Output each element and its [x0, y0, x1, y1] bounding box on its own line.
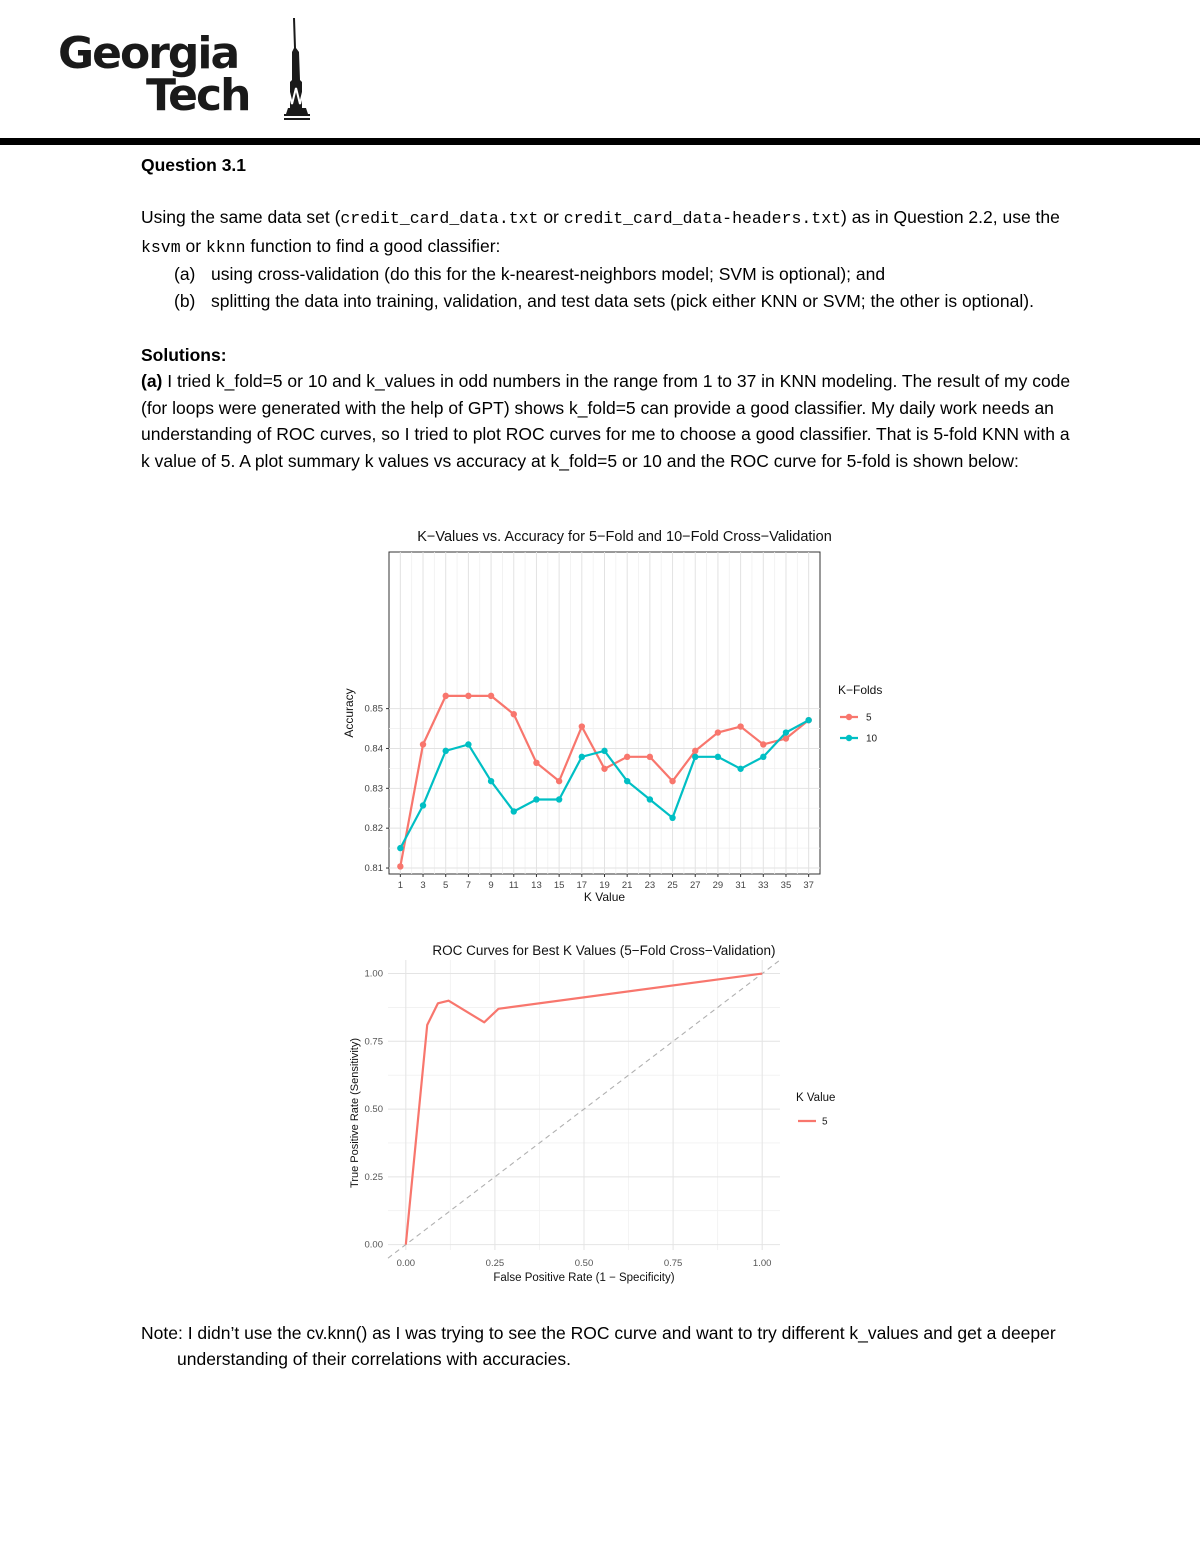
- legend-marker-5: [846, 714, 852, 720]
- data-point-10: [647, 796, 653, 802]
- data-point-5: [397, 863, 403, 869]
- function-name-1: ksvm: [141, 237, 181, 257]
- list-item: [141, 261, 1071, 287]
- intro-or-2: or: [180, 235, 206, 256]
- question-intro: [141, 204, 1071, 261]
- y-axis-label: True Positive Rate (Sensitivity): [349, 1038, 361, 1188]
- data-point-10: [601, 748, 607, 754]
- document-body: [141, 150, 1071, 474]
- list-text: splitting the data into training, validation, and test data sets (pick either KNN or SVM; the other is optional).: [211, 290, 1034, 311]
- y-tick-label: 0.85: [364, 703, 383, 715]
- data-point-10: [760, 754, 766, 760]
- question-heading: Question 3.1: [141, 155, 247, 175]
- intro-or-1: or: [538, 207, 564, 228]
- y-tick-label: 0.84: [364, 743, 383, 755]
- data-point-10: [624, 778, 630, 784]
- logo-text-line1: Georgia: [58, 28, 239, 79]
- function-name-2: kknn: [205, 237, 246, 257]
- list-marker: (a): [174, 264, 196, 285]
- x-tick-label: 37: [803, 880, 814, 891]
- solution-a-label: (a): [141, 371, 163, 392]
- data-point-5: [601, 766, 607, 772]
- data-point-5: [669, 778, 675, 784]
- chart-title: K−Values vs. Accuracy for 5−Fold and 10−Fold Cross−Validation: [417, 529, 832, 545]
- x-tick-label: 25: [667, 880, 678, 891]
- y-tick-label: 0.82: [364, 823, 383, 835]
- data-point-10: [579, 754, 585, 760]
- solutions-heading: Solutions:: [141, 345, 227, 366]
- intro-text-3: function to find a good classifier:: [245, 235, 501, 256]
- x-tick-label: 1: [397, 880, 403, 891]
- x-tick-label: 0.25: [485, 1258, 505, 1269]
- x-tick-label: 35: [780, 880, 792, 891]
- data-point-5: [692, 748, 698, 754]
- file-name-1: credit_card_data.txt: [340, 209, 539, 229]
- data-point-10: [669, 815, 675, 821]
- x-tick-label: 17: [576, 880, 588, 891]
- y-tick-label: 0.25: [364, 1171, 383, 1183]
- x-tick-label: 31: [735, 880, 746, 891]
- data-point-5: [647, 754, 653, 760]
- data-point-5: [760, 741, 766, 747]
- data-point-10: [692, 754, 698, 760]
- data-point-5: [465, 693, 471, 699]
- x-tick-label: 19: [599, 880, 610, 891]
- intro-text-1: Using the same data set (: [141, 207, 341, 228]
- x-tick-label: 33: [758, 880, 769, 891]
- data-point-10: [715, 754, 721, 760]
- legend-label: 10: [866, 733, 878, 745]
- legend-title: K−Folds: [838, 683, 883, 697]
- data-point-5: [579, 723, 585, 729]
- legend-label: 5: [866, 712, 872, 724]
- list-marker: (b): [174, 290, 196, 311]
- note-block: [141, 1320, 1071, 1373]
- x-tick-label: 7: [465, 880, 472, 891]
- legend-marker-10: [846, 735, 852, 741]
- data-point-10: [737, 766, 743, 772]
- roc-chart: [340, 934, 860, 1288]
- x-tick-label: 23: [644, 880, 656, 891]
- x-tick-label: 27: [689, 880, 701, 891]
- x-tick-label: 0.50: [574, 1258, 594, 1269]
- intro-text-2: ) as in Question 2.2, use the: [841, 207, 1060, 228]
- x-tick-label: 29: [712, 880, 724, 891]
- y-tick-label: 0.50: [364, 1104, 383, 1116]
- y-tick-label: 1.00: [364, 968, 383, 980]
- x-tick-label: 21: [621, 880, 633, 891]
- data-point-5: [715, 729, 721, 735]
- data-point-10: [397, 845, 403, 851]
- y-axis-label: Accuracy: [342, 688, 356, 738]
- solution-a: [141, 368, 1071, 474]
- tech-tower-icon: [278, 18, 318, 130]
- header-rule: [0, 138, 1200, 145]
- x-tick-label: 11: [508, 880, 519, 891]
- x-tick-label: 9: [488, 880, 494, 891]
- x-axis-label: K Value: [583, 890, 626, 904]
- data-point-5: [420, 741, 426, 747]
- note-text: Note: I didn’t use the cv.knn() as I was trying to see the ROC curve and want to try different k_values and get a deeper understanding of their correlations with accuracies.: [141, 1323, 1056, 1370]
- data-point-10: [465, 741, 471, 747]
- data-point-10: [511, 808, 517, 814]
- data-point-5: [443, 693, 449, 699]
- y-tick-label: 0.00: [364, 1239, 383, 1251]
- legend-title: K Value: [796, 1092, 836, 1104]
- chart-title: ROC Curves for Best K Values (5−Fold Cross−Validation): [432, 943, 776, 958]
- file-name-2: credit_card_data-headers.txt: [563, 209, 841, 229]
- data-point-10: [488, 778, 494, 784]
- georgia-tech-logo: [58, 30, 328, 130]
- list-item: [141, 288, 1071, 314]
- x-tick-label: 1.00: [752, 1258, 772, 1269]
- x-tick-label: 0.75: [663, 1258, 683, 1269]
- data-point-10: [420, 802, 426, 808]
- x-tick-label: 5: [443, 880, 449, 891]
- x-tick-label: 13: [531, 880, 542, 891]
- data-point-10: [533, 796, 539, 802]
- data-point-5: [511, 711, 517, 717]
- data-point-10: [556, 796, 562, 802]
- solution-a-text: I tried k_fold=5 or 10 and k_values in odd numbers in the range from 1 to 37 in KNN modeling. The result of my code (for loops were generated with the help of GPT) shows k_fold=5 can provide a good classifier. My daily work needs an understanding of ROC curves, so I tried to plot ROC curves for me to choose a good classifier. That is 5-fold KNN with a k value of 5. A plot summary k values vs accuracy at k_fold=5 or 10 and the ROC curve for 5-fold is shown below:: [141, 371, 1071, 471]
- data-point-10: [783, 729, 789, 735]
- y-tick-label: 0.75: [364, 1036, 383, 1048]
- data-point-5: [556, 778, 562, 784]
- logo-text-line2: Tech: [146, 70, 250, 121]
- x-tick-label: 15: [553, 880, 565, 891]
- x-tick-label: 0.00: [396, 1258, 416, 1269]
- data-point-10: [443, 748, 449, 754]
- x-tick-label: 3: [420, 880, 426, 891]
- data-point-5: [533, 760, 539, 766]
- y-tick-label: 0.81: [364, 863, 383, 875]
- legend-label: 5: [822, 1116, 828, 1128]
- list-text: using cross-validation (do this for the k-nearest-neighbors model; SVM is optional); and: [211, 264, 886, 285]
- y-tick-label: 0.83: [364, 783, 383, 795]
- accuracy-chart: [338, 522, 898, 917]
- x-axis-label: False Positive Rate (1 − Specificity): [493, 1272, 675, 1284]
- data-point-5: [488, 693, 494, 699]
- data-point-5: [624, 754, 630, 760]
- data-point-5: [737, 723, 743, 729]
- data-point-10: [805, 717, 811, 723]
